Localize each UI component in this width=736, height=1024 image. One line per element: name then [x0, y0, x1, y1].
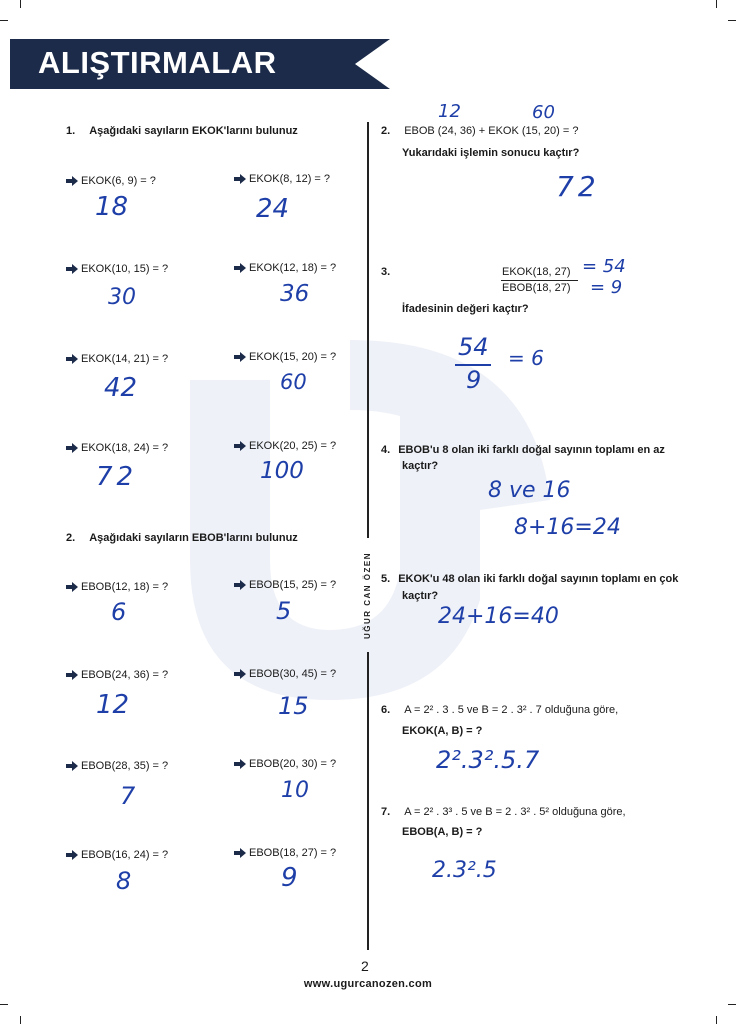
problem-5-text: 5. EKOK'u 48 olan iki farklı doğal sayının toplamı en çok: [381, 573, 679, 585]
crop-mark: [0, 20, 8, 21]
handwritten-answer: 24: [256, 194, 290, 224]
handwritten-answer: 72: [556, 170, 600, 203]
problem-6-question: EKOK(A, B) = ?: [402, 725, 483, 737]
author-label: UĞUR CAN ÖZEN: [363, 551, 373, 639]
ekok-item: EKOK(20, 25) = ?: [234, 440, 336, 452]
arrow-right-icon: [66, 850, 78, 860]
problem-5-text-cont: kaçtır?: [402, 590, 439, 602]
problem-6-text: 6. A = 2² . 3 . 5 ve B = 2 . 3² . 7 olduğuna göre,: [381, 704, 619, 716]
problem-2-text: 2. EBOB (24, 36) + EKOK (15, 20) = ?: [381, 125, 579, 137]
ekok-item: EKOK(10, 15) = ?: [66, 263, 168, 275]
handwritten-answer: 10: [281, 778, 309, 803]
arrow-right-icon: [66, 670, 78, 680]
handwritten-answer: 30: [108, 285, 136, 310]
handwritten-work: 8+16=24: [514, 515, 621, 540]
handwritten-work: 2².3².5.7: [436, 746, 540, 774]
banner-title: ALIŞTIRMALAR: [38, 45, 277, 80]
ebob-item: EBOB(24, 36) = ?: [66, 669, 168, 681]
handwritten-note: 12: [438, 101, 461, 122]
problem-4-text-cont: kaçtır?: [402, 460, 439, 472]
handwritten-answer: 7: [120, 782, 136, 810]
handwritten-answer: 42: [104, 373, 138, 403]
handwritten-answer: 36: [280, 281, 310, 307]
handwritten-answer: 9: [281, 863, 298, 893]
q2-heading: 2. Aşağıdaki sayıların EBOB'larını bulunuz: [66, 532, 298, 544]
problem-3-question: İfadesinin değeri kaçtır?: [402, 303, 529, 315]
crop-mark: [0, 1004, 8, 1005]
watermark-logo: [150, 320, 570, 740]
handwritten-answer: 72: [96, 462, 138, 492]
arrow-right-icon: [66, 354, 78, 364]
arrow-right-icon: [66, 176, 78, 186]
column-divider: [367, 122, 369, 538]
handwritten-work: 24+16=40: [438, 604, 559, 629]
footer-website: www.ugurcanozen.com: [303, 978, 433, 990]
arrow-right-icon: [66, 443, 78, 453]
ebob-item: EBOB(12, 18) = ?: [66, 581, 168, 593]
handwritten-note: = 54: [582, 256, 626, 277]
ebob-item: EBOB(18, 27) = ?: [234, 847, 336, 859]
ekok-item: EKOK(14, 21) = ?: [66, 353, 168, 365]
handwritten-work: 8 ve 16: [488, 478, 571, 503]
handwritten-note: 60: [532, 102, 555, 123]
fraction-bar: [501, 280, 578, 281]
problem-3-number: 3.: [381, 266, 391, 278]
arrow-right-icon: [234, 669, 246, 679]
handwritten-work: 9: [466, 366, 482, 394]
page-number: 2: [361, 958, 369, 974]
problem-2-question: Yukarıdaki işlemin sonucu kaçtır?: [402, 147, 580, 159]
arrow-right-icon: [234, 759, 246, 769]
arrow-right-icon: [66, 582, 78, 592]
handwritten-answer: 8: [116, 867, 132, 895]
handwritten-answer: 60: [280, 370, 307, 394]
ekok-item: EKOK(15, 20) = ?: [234, 351, 336, 363]
ebob-item: EBOB(30, 45) = ?: [234, 668, 336, 680]
ekok-item: EKOK(18, 24) = ?: [66, 442, 168, 454]
arrow-right-icon: [234, 848, 246, 858]
arrow-right-icon: [234, 352, 246, 362]
arrow-right-icon: [234, 263, 246, 273]
fraction-denominator: EBOB(18, 27): [502, 282, 571, 294]
section-banner: [10, 39, 390, 89]
crop-mark: [728, 1004, 736, 1005]
handwritten-answer: 100: [260, 458, 304, 484]
arrow-right-icon: [234, 580, 246, 590]
q1-heading: 1. Aşağıdaki sayıların EKOK'larını bulunuz: [66, 125, 298, 137]
fraction-numerator: EKOK(18, 27): [502, 266, 571, 278]
handwritten-work: 54: [458, 333, 489, 361]
ekok-item: EKOK(6, 9) = ?: [66, 175, 156, 187]
ebob-item: EBOB(28, 35) = ?: [66, 760, 168, 772]
handwritten-answer: 6: [111, 598, 127, 626]
problem-7-text: 7. A = 2² . 3³ . 5 ve B = 2 . 3² . 5² olduğuna göre,: [381, 806, 626, 818]
handwritten-answer: 15: [278, 692, 309, 720]
handwritten-work: 2.3².5: [432, 858, 497, 883]
ebob-item: EBOB(20, 30) = ?: [234, 758, 336, 770]
crop-mark: [20, 1016, 21, 1024]
ekok-item: EKOK(8, 12) = ?: [234, 173, 330, 185]
arrow-right-icon: [234, 441, 246, 451]
handwritten-note: = 9: [590, 277, 623, 298]
ebob-item: EBOB(16, 24) = ?: [66, 849, 168, 861]
crop-mark: [728, 20, 736, 21]
crop-mark: [716, 1016, 717, 1024]
arrow-right-icon: [66, 264, 78, 274]
handwritten-work: = 6: [508, 346, 544, 370]
ebob-item: EBOB(15, 25) = ?: [234, 579, 336, 591]
crop-mark: [716, 0, 717, 8]
ekok-item: EKOK(12, 18) = ?: [234, 262, 336, 274]
arrow-right-icon: [234, 174, 246, 184]
problem-7-question: EBOB(A, B) = ?: [402, 826, 483, 838]
column-divider: [367, 652, 369, 950]
handwritten-answer: 18: [95, 192, 129, 222]
handwritten-answer: 5: [276, 597, 292, 625]
handwritten-answer: 12: [96, 690, 130, 720]
crop-mark: [20, 0, 21, 8]
arrow-right-icon: [66, 761, 78, 771]
problem-4-text: 4. EBOB'u 8 olan iki farklı doğal sayının toplamı en az: [381, 444, 665, 456]
